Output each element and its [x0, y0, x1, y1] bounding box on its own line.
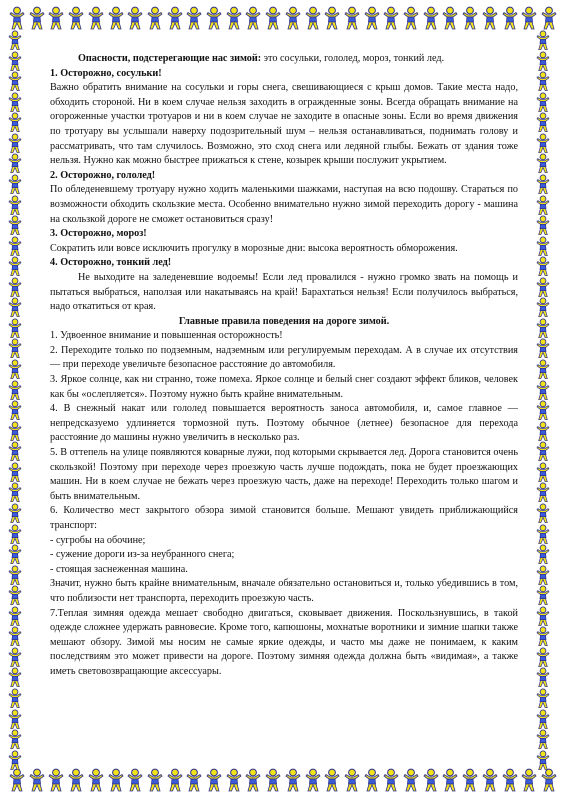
rule-item: 4. В снежный накат или гололед повышается вероятность заноса автомобиля, и, самое главное — непредсказуемо удлиняется тормозной путь. Поэтому обычное (летнее) безопасное для перехода расстояние до машины нужно увеличить в несколько раз. [50, 403, 518, 444]
stick-figure-icon [534, 585, 552, 606]
document-body [50, 52, 518, 680]
stick-figure-icon [534, 544, 552, 565]
stick-figure-icon [6, 112, 24, 133]
stick-figure-icon [534, 174, 552, 195]
stick-figure-icon [520, 6, 538, 30]
stick-figure-icon [534, 195, 552, 216]
stick-figure-icon [534, 750, 552, 771]
section-title: 2. Осторожно, гололед! [50, 169, 156, 181]
stick-figure-icon [47, 6, 65, 30]
stick-figure-icon [540, 6, 558, 30]
decorative-border-bottom [8, 768, 558, 794]
stick-figure-icon [382, 768, 400, 792]
rule-item: - сугробы на обочине; [50, 534, 146, 546]
stick-figure-icon [6, 647, 24, 668]
section-text: Не выходите на заледеневшие водоемы! Если лед провалился - нужно громко звать на помощь и пытаться выбраться, наползая или накатываясь на край! Барахтаться нельзя! Если получилось выбраться, надо откатиться от края. [50, 271, 518, 313]
stick-figure-icon [6, 133, 24, 154]
stick-figure-icon [6, 318, 24, 339]
stick-figure-icon [6, 688, 24, 709]
stick-figure-icon [6, 709, 24, 730]
stick-figure-icon [481, 6, 499, 30]
stick-figure-icon [67, 6, 85, 30]
stick-figure-icon [6, 462, 24, 483]
stick-figure-icon [107, 6, 125, 30]
stick-figure-icon [534, 462, 552, 483]
stick-figure-icon [6, 297, 24, 318]
stick-figure-icon [28, 768, 46, 792]
stick-figure-icon [461, 768, 479, 792]
stick-figure-icon [534, 112, 552, 133]
stick-figure-icon [402, 768, 420, 792]
stick-figure-icon [107, 768, 125, 792]
section-title: 1. Осторожно, сосульки! [50, 67, 162, 79]
stick-figure-icon [534, 688, 552, 709]
stick-figure-icon [225, 768, 243, 792]
stick-figure-icon [534, 338, 552, 359]
intro-paragraph [50, 52, 518, 67]
stick-figure-icon [382, 6, 400, 30]
stick-figure-icon [6, 482, 24, 503]
section-text: Сократить или вовсе исключить прогулку в морозные дни: высока вероятность обморожения. [50, 242, 458, 254]
stick-figure-icon [363, 6, 381, 30]
stick-figure-icon [87, 6, 105, 30]
stick-figure-icon [534, 236, 552, 257]
stick-figure-icon [6, 441, 24, 462]
stick-figure-icon [6, 544, 24, 565]
stick-figure-icon [534, 318, 552, 339]
stick-figure-icon [244, 6, 262, 30]
stick-figure-icon [146, 768, 164, 792]
stick-figure-icon [534, 92, 552, 113]
stick-figure-icon [534, 277, 552, 298]
stick-figure-icon [126, 6, 144, 30]
stick-figure-icon [6, 626, 24, 647]
stick-figure-icon [323, 768, 341, 792]
stick-figure-icon [534, 626, 552, 647]
stick-figure-icon [534, 647, 552, 668]
stick-figure-icon [146, 6, 164, 30]
rules-title: Главные правила поведения на дороге зимой. [178, 315, 390, 327]
stick-figure-icon [402, 6, 420, 30]
stick-figure-icon [534, 565, 552, 586]
stick-figure-icon [520, 768, 538, 792]
decorative-border-top [8, 6, 558, 32]
stick-figure-icon [6, 338, 24, 359]
stick-figure-icon [6, 503, 24, 524]
stick-figure-icon [534, 215, 552, 236]
stick-figure-icon [534, 256, 552, 277]
stick-figure-icon [304, 6, 322, 30]
rule-item: Значит, нужно быть крайне внимательным, вначале обязательно остановиться и, только убедившись в том, что поблизости нет транспорта, переходить проезжую часть. [50, 578, 518, 604]
intro-lead: Опасности, подстерегающие нас зимой: [78, 53, 262, 64]
stick-figure-icon [441, 768, 459, 792]
stick-figure-icon [284, 6, 302, 30]
stick-figure-icon [6, 565, 24, 586]
stick-figure-icon [28, 6, 46, 30]
stick-figure-icon [534, 709, 552, 730]
stick-figure-icon [185, 6, 203, 30]
stick-figure-icon [8, 6, 26, 30]
stick-figure-icon [534, 153, 552, 174]
stick-figure-icon [534, 380, 552, 401]
stick-figure-icon [6, 750, 24, 771]
stick-figure-icon [47, 768, 65, 792]
stick-figure-icon [6, 359, 24, 380]
stick-figure-icon [481, 768, 499, 792]
stick-figure-icon [461, 6, 479, 30]
section-title: 3. Осторожно, мороз! [50, 228, 147, 240]
stick-figure-icon [501, 768, 519, 792]
rules-list [50, 329, 518, 679]
stick-figure-icon [126, 768, 144, 792]
stick-figure-icon [205, 768, 223, 792]
stick-figure-icon [422, 6, 440, 30]
stick-figure-icon [264, 6, 282, 30]
rule-item: 2. Переходите только по подземным, надземным или регулируемым переходам. А в случае их отсутствия — при переходе увеличьте безопасное расстояние до автомобиля. [50, 344, 518, 371]
stick-figure-icon [6, 277, 24, 298]
stick-figure-icon [534, 400, 552, 421]
stick-figure-icon [6, 585, 24, 606]
stick-figure-icon [534, 297, 552, 318]
stick-figure-icon [8, 768, 26, 792]
stick-figure-icon [534, 524, 552, 545]
stick-figure-icon [534, 441, 552, 462]
stick-figure-icon [6, 400, 24, 421]
rule-item: 7.Теплая зимняя одежда мешает свободно двигаться, сковывает движения. Поскользнувшись, в такой одежде сложнее удержать равновесие. Кроме того, капюшоны, мохнатые воротники и зимние шапки также мешают обзору. Зимой мы носим не самые яркие одежды, и часто мы даже не понимаем, к каким последствиям это может привести на дороге. Поэтому зимняя одежда должна быть «видимая», а также иметь световозвращающие аксессуары. [50, 607, 518, 677]
stick-figure-icon [343, 6, 361, 30]
rule-item: 1. Удвоенное внимание и повышенная осторожность! [50, 330, 283, 342]
stick-figure-icon [534, 503, 552, 524]
rule-item: 5. В оттепель на улице появляются коварные лужи, под которыми скрывается лед. Дорога становится очень скользкой! Поэтому при переходе через проезжую часть лучше подождать, пока не будет проезжающих машин. Ни в коем случае не бежать через проезжую часть, даже на переходе! Переходить только шагом и быть внимательным. [50, 447, 518, 502]
stick-figure-icon [534, 606, 552, 627]
stick-figure-icon [284, 768, 302, 792]
stick-figure-icon [534, 30, 552, 51]
rule-item: 3. Яркое солнце, как ни странно, тоже помеха. Яркое солнце и белый снег создают эффект бликов, человек как бы «ослепляется». Поэтому нужно быть крайне внимательным. [50, 374, 518, 400]
stick-figure-icon [6, 92, 24, 113]
rule-item: - стоящая заснеженная машина. [50, 563, 188, 575]
stick-figure-icon [6, 30, 24, 51]
stick-figure-icon [225, 6, 243, 30]
stick-figure-icon [6, 153, 24, 174]
stick-figure-icon [6, 51, 24, 72]
decorative-border-right [534, 30, 560, 770]
stick-figure-icon [534, 51, 552, 72]
stick-figure-icon [6, 380, 24, 401]
section-title: 4. Осторожно, тонкий лед! [50, 257, 172, 269]
stick-figure-icon [363, 768, 381, 792]
stick-figure-icon [534, 421, 552, 442]
stick-figure-icon [323, 6, 341, 30]
stick-figure-icon [6, 256, 24, 277]
stick-figure-icon [6, 606, 24, 627]
stick-figure-icon [166, 6, 184, 30]
stick-figure-icon [6, 71, 24, 92]
section-text: По обледеневшему тротуару нужно ходить маленькими шажками, наступая на всю подошву. Стараться по возможности обходить скользкие места. Особенно внимательно нужно зимой переходить дорогу - машина на скользкой дороге не сможет остановиться сразу! [50, 184, 518, 225]
stick-figure-icon [534, 729, 552, 750]
intro-rest: это сосульки, гололед, мороз, тонкий лед. [261, 53, 445, 64]
stick-figure-icon [6, 195, 24, 216]
stick-figure-icon [441, 6, 459, 30]
stick-figure-icon [501, 6, 519, 30]
stick-figure-icon [534, 71, 552, 92]
stick-figure-icon [244, 768, 262, 792]
stick-figure-icon [6, 524, 24, 545]
stick-figure-icon [6, 421, 24, 442]
stick-figure-icon [166, 768, 184, 792]
stick-figure-icon [6, 729, 24, 750]
stick-figure-icon [534, 482, 552, 503]
stick-figure-icon [6, 174, 24, 195]
section-text: Важно обратить внимание на сосульки и горы снега, свешивающиеся с крыш домов. Такие места надо, обходить стороной. Ни в коем случае нельзя заходить в огражденные зоны. Всегда обращать внимание на огороженные участки тротуаров и ни в коем случае не заходите в опасные зоны. Если во время движения по тротуару вы услышали наверху подозрительный шум – нельзя останавливаться, поднимать голову и рассматривать, что там случилось. Возможно, это сход снега или ледяной глыбы. Бежать от здания тоже нельзя. Нужно как можно быстрее прижаться к стене, козырек крыши послужит укрытием. [50, 82, 518, 167]
stick-figure-icon [422, 768, 440, 792]
stick-figure-icon [87, 768, 105, 792]
stick-figure-icon [205, 6, 223, 30]
rule-item: - сужение дороги из-за неубранного снега; [50, 549, 235, 561]
rule-item: 6. Количество мест закрытого обзора зимой становится больше. Мешают увидеть приближающийся транспорт: [50, 505, 518, 531]
stick-figure-icon [534, 133, 552, 154]
stick-figure-icon [540, 768, 558, 792]
stick-figure-icon [534, 667, 552, 688]
stick-figure-icon [6, 215, 24, 236]
decorative-border-left [6, 30, 32, 770]
stick-figure-icon [343, 768, 361, 792]
stick-figure-icon [67, 768, 85, 792]
stick-figure-icon [264, 768, 282, 792]
stick-figure-icon [6, 236, 24, 257]
stick-figure-icon [534, 359, 552, 380]
stick-figure-icon [304, 768, 322, 792]
stick-figure-icon [6, 667, 24, 688]
stick-figure-icon [185, 768, 203, 792]
